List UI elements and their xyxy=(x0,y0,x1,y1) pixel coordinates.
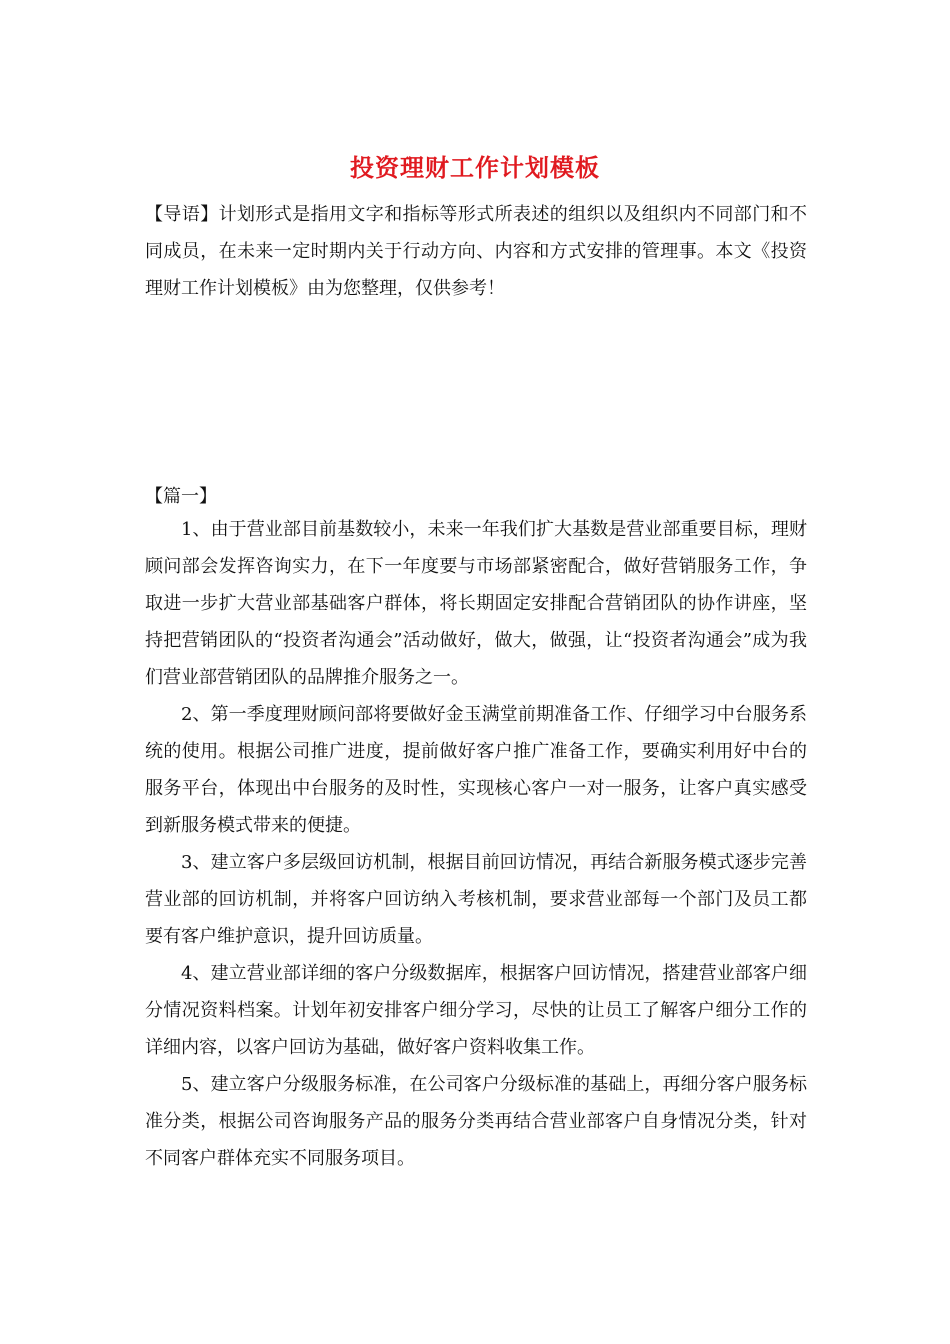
paragraph-1: 1、由于营业部目前基数较小，未来一年我们扩大基数是营业部重要目标，理财顾问部会发挥咨询实力，在下一年度要与市场部紧密配合，做好营销服务工作，争取进一步扩大营业部基础客户群体，将长期固定安排配合营销团队的协作讲座，坚持把营销团队的“投资者沟通会”活动做好，做大，做强，让“投资者沟通会”成为我们营业部营销团队的品牌推介服务之一。 xyxy=(145,519,807,688)
document-title: 投资理财工作计划模板 xyxy=(350,153,600,182)
paragraph-3: 3、建立客户多层级回访机制，根据目前回访情况，再结合新服务模式逐步完善营业部的回访机制，并将客户回访纳入考核机制，要求营业部每一个部门及员工都要有客户维护意识，提升回访质量。 xyxy=(145,852,807,947)
paragraph-5: 5、建立客户分级服务标准，在公司客户分级标准的基础上，再细分客户服务标准分类，根据公司咨询服务产品的服务分类再结合营业部客户自身情况分类，针对不同客户群体充实不同服务项目。 xyxy=(145,1074,807,1169)
section-heading: 【篇一】 xyxy=(145,486,217,507)
paragraph-2: 2、第一季度理财顾问部将要做好金玉满堂前期准备工作、仔细学习中台服务系统的使用。根据公司推广进度，提前做好客户推广准备工作，要确实利用好中台的服务平台，体现出中台服务的及时性，实现核心客户一对一服务，让客户真实感受到新服务模式带来的便捷。 xyxy=(145,704,807,836)
body-text xyxy=(145,511,807,1177)
paragraph-4: 4、建立营业部详细的客户分级数据库，根据客户回访情况，搭建营业部客户细分情况资料档案。计划年初安排客户细分学习，尽快的让员工了解客户细分工作的详细内容，以客户回访为基础，做好客户资料收集工作。 xyxy=(145,963,807,1058)
intro-paragraph: 【导语】计划形式是指用文字和指标等形式所表述的组织以及组织内不同部门和不同成员，在未来一定时期内关于行动方向、内容和方式安排的管理事。本文《投资理财工作计划模板》由为您整理，仅供参考！ xyxy=(145,204,807,299)
